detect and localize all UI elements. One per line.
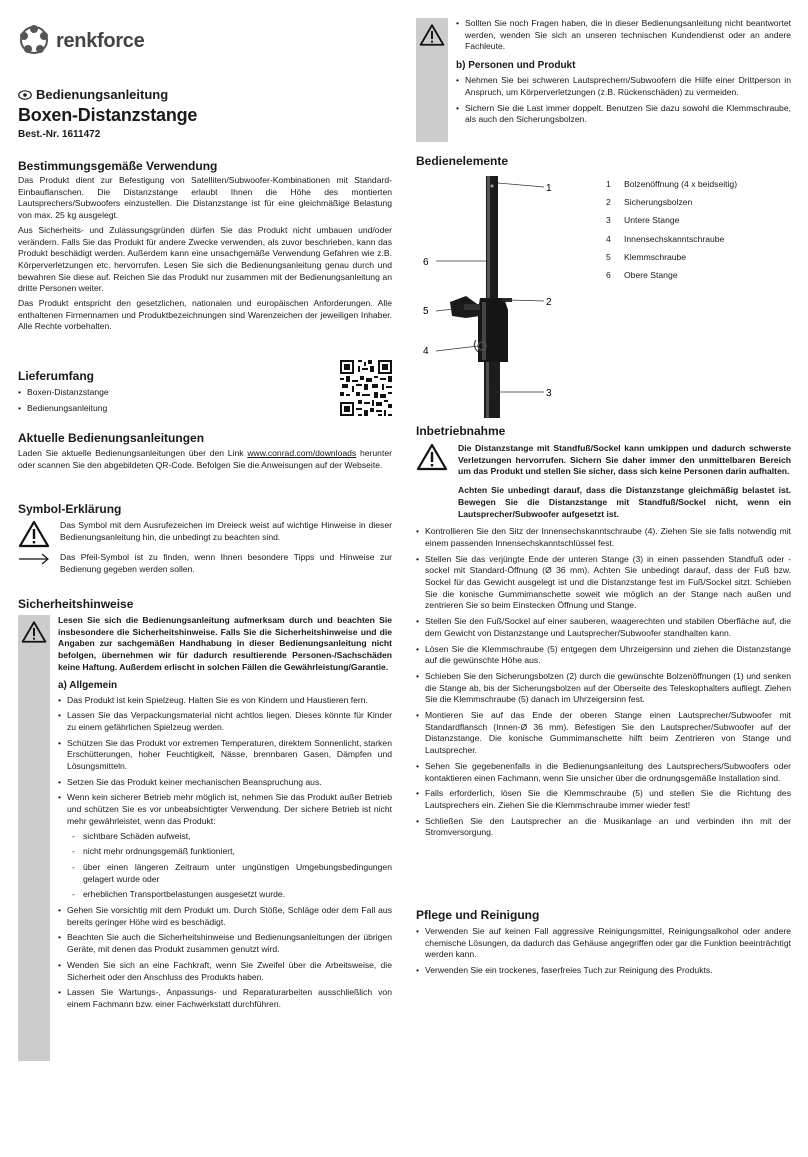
- callout-2: 2: [546, 297, 552, 308]
- legend-item: [606, 270, 791, 282]
- list-item: • Setzen Sie das Produkt keiner mechanischen Beanspruchung aus.: [58, 777, 392, 789]
- list-item: • Schützen Sie das Produkt vor extremen Temperaturen, direktem Sonnenlicht, starken Erschütterungen, hoher Feuchtigkeit, Nässe, brennbaren Gasen, Dämpfen und Lösungsmitteln.: [58, 738, 392, 773]
- list-item: • Sehen Sie gegebenenfalls in die Bedienungsanleitung des Lautsprechers/Subwoofers oder kontaktieren einen Fachmann, wenn Sie unsicher über die ordnungsgemäße Installation sind.: [416, 761, 791, 784]
- general-subtitle: a) Allgemein: [58, 679, 118, 691]
- warning-icon: [419, 23, 445, 47]
- warning-icon: [18, 520, 50, 548]
- list-item: • Sichern Sie die Last immer doppelt. Benutzen Sie dazu sowohl die Klemmschraube, als auch den Sicherungsbolzen.: [456, 103, 791, 126]
- current-manuals-title: Aktuelle Bedienungsanleitungen: [18, 431, 205, 445]
- legend-num: 2: [606, 197, 611, 208]
- legend-item: [606, 234, 791, 246]
- list-item: • Lassen Sie das Verpackungsmaterial nicht achtlos liegen. Dieses könnte für Kinder zu einem gefährlichen Spielzeug werden.: [58, 710, 392, 733]
- callout-4: 4: [423, 346, 429, 357]
- list-item: • Sollten Sie noch Fragen haben, die in dieser Bedienungsanleitung nicht beantwortet werden, wenden Sie sich an unseren technischen Kundendienst oder an andere Fachleute.: [456, 18, 791, 53]
- legend-num: 3: [606, 215, 611, 226]
- operation-title: Inbetriebnahme: [416, 424, 506, 438]
- brand-name: renkforce: [56, 30, 145, 52]
- eye-icon: [18, 90, 32, 100]
- list-item: • Bedienungsanleitung: [18, 403, 318, 415]
- intended-use-p3: Das Produkt entspricht den gesetzlichen, nationalen und europäischen Anforderungen. Alle enthaltenen Firmennamen und Produktbezeichnungen sind Warenzeichen der jeweiligen Inhaber. Alle Rechte vorbehalten.: [18, 298, 392, 332]
- bolt-hole: [490, 184, 493, 187]
- list-item: - nicht mehr ordnungsgemäß funktioniert,: [67, 846, 392, 858]
- operation-warning-1: Die Distanzstange mit Standfuß/Sockel kann umkippen und dadurch schwerste Verletzungen hervorrufen. Sichern Sie daher immer den unmittelbaren Bereich um das Produkt und stellen Sie sicher, dass sich keine Personen darin aufhalten.: [458, 443, 791, 477]
- legend-item: [606, 197, 791, 209]
- persons-subtitle: b) Personen und Produkt: [456, 60, 576, 72]
- section-symbols: [18, 502, 392, 575]
- safety-warning-bar: [416, 18, 448, 142]
- list-item: • Stellen Sie das verjüngte Ende der unteren Stange (3) in einen passenden Standfuß oder -sockel mit Standard-Öffnung (Ø 36 mm). Achten Sie unbedingt darauf, dass der Fuß bzw. Sockel für das Gewicht ausgelegt ist und die Distanzstange fest im Fuß/Sockel sitzt. Schieben Sie die konische Gummimanschette soweit wie möglich an der Stange nach außen und zentrieren Sie so beim Einstecken Öffnung und Stange.: [416, 554, 791, 613]
- section-intended-use: [18, 159, 392, 333]
- legend-item: [606, 215, 791, 227]
- product-title: Boxen-Distanzstange: [18, 105, 198, 125]
- list-item: • Schieben Sie den Sicherungsbolzen (2) durch die gewünschte Bolzenöffnungen (1) und senken die Stange ab, bis der Sicherungsbolzen auf der Oberseite des Teleskophalters aufliegt. Ziehen Sie die Klemmschraube (5) danach im Uhrzeigersinn fest.: [416, 671, 791, 706]
- legend-label: Obere Stange: [624, 270, 678, 281]
- intended-use-p2: Aus Sicherheits- und Zulassungsgründen dürfen Sie das Produkt nicht umbauen und/oder verändern. Falls Sie das Produkt für andere Zwecke verwenden, als zuvor beschrieben, kann das Produkt beschädigt werden. Außerdem kann eine unsachgemäße Verwendung Gefahren wie z.B. Körperverletzungen etc. hervorrufen. Lesen Sie sich die Bedienungsanleitung genau durch und bewahren Sie diese auf. Reichen Sie das Produkt nur zusammen mit der Bedienungsanleitung an dritte Personen weiter.: [18, 224, 392, 294]
- legend-num: 6: [606, 270, 611, 281]
- qr-code[interactable]: [340, 360, 392, 416]
- list-item: [58, 792, 392, 901]
- list-item: • Beachten Sie auch die Sicherheitshinweise und Bedienungsanleitungen der übrigen Geräte, mit denen das Produkt zusammen genutzt wird.: [58, 932, 392, 955]
- safety-intro: Lesen Sie sich die Bedienungsanleitung aufmerksam durch und beachten Sie insbesondere die Sicherheitshinweise. Falls Sie die Sicherheitshinweise und die Angaben zur sachgemäßen Handhabung in dieser Bedienungsanleitung nicht befolgen, übernehmen wir für dadurch resultierende Personen-/Sachschäden keine Haftung. Außerdem erlischt in solchen Fällen die Gewährleistung/Garantie.: [58, 615, 392, 672]
- renkforce-logo-icon: [18, 24, 50, 56]
- safety-continued: [416, 18, 791, 142]
- controls-title: Bedienelemente: [416, 154, 509, 168]
- legend-label: Sicherungsbolzen: [624, 197, 693, 208]
- legend-item: [606, 179, 791, 191]
- warning-icon: [416, 443, 448, 471]
- care-title: Pflege und Reinigung: [416, 908, 540, 922]
- list-item: • Gehen Sie vorsichtig mit dem Produkt um. Durch Stöße, Schläge oder dem Fall aus bereits geringer Höhe wird es beschädigt.: [58, 905, 392, 928]
- intended-use-p1: Das Produkt dient zur Befestigung von Satelliten/Subwoofer-Kombinationen mit Standard-Einbauflanschen. Die Distanzstange erlaubt Ihnen die Höhe des montierten Lautsprechers/Subwoofers einzustellen. Die Distanzstange ist für eine gleichmäßige Belastung von max. 25 kg ausgelegt.: [18, 175, 392, 221]
- brand-logo: [18, 24, 218, 58]
- legend-num: 5: [606, 251, 611, 262]
- delivery-title: Lieferumfang: [18, 369, 95, 383]
- list-item: • Das Produkt ist kein Spielzeug. Halten Sie es von Kindern und Haustieren fern.: [58, 695, 392, 707]
- list-item: - über einen längeren Zeitraum unter ungünstigen Umgebungsbedingungen gelagert wurde oder: [67, 862, 392, 885]
- list-item: • Montieren Sie auf das Ende der oberen Stange einen Lautsprecher/Subwoofer mit Standardflansch (Innen-Ø 36 mm). Befestigen Sie den Lautsprecher/Subwoofer auf der Distanzstange. Die konische Gummimanschette hilft beim Zentrieren von Stange und Lautsprecher.: [416, 710, 791, 757]
- list-item: • Kontrollieren Sie den Sitz der Innensechskanntschraube (4). Ziehen Sie sie falls notwendig mit einem passenden Innensechskanntschlüssel fest.: [416, 526, 791, 549]
- list-item: • Lassen Sie Wartungs-, Anpassungs- und Reparaturarbeiten ausschließlich von einem Fachmann bzw. einer Fachwerkstatt durchführen.: [58, 987, 392, 1010]
- callout-5: 5: [423, 306, 429, 317]
- safety-title: Sicherheitshinweise: [18, 597, 134, 611]
- callout-3: 3: [546, 388, 552, 399]
- downloads-link[interactable]: www.conrad.com/downloads: [247, 448, 357, 458]
- legend-num: 4: [606, 233, 611, 244]
- list-item: • Falls erforderlich, lösen Sie die Klemmschraube (5) und stellen Sie die Richtung des Lautsprechers ein. Ziehen Sie die Klemmschraube immer wieder fest!: [416, 788, 791, 811]
- list-item: • Verwenden Sie auf keinen Fall aggressive Reinigungsmittel, Reinigungsalkohol oder andere chemische Lösungen, da dadurch das Gehäuse angegriffen oder gar die Funktion beeinträchtigt werden kann.: [416, 926, 791, 961]
- list-item: • Stellen Sie den Fuß/Sockel auf einer sauberen, waagerechten und stabilen Oberfläche auf, die dem Gewicht von Distanzstange und Lautsprecher/Subwoofer standhalten kann.: [416, 616, 791, 639]
- callout-6: 6: [423, 257, 429, 268]
- current-manuals-text: [18, 448, 392, 471]
- arrow-right-icon: [18, 552, 50, 566]
- legend-label: Untere Stange: [624, 215, 680, 226]
- callout-1: 1: [546, 183, 552, 194]
- controls-legend: [606, 179, 791, 288]
- list-item: - erheblichen Transportbelastungen ausgesetzt wurde.: [67, 889, 392, 901]
- warning-icon: [21, 620, 47, 644]
- manual-label: Bedienungsanleitung: [36, 87, 169, 102]
- list-item: • Verwenden Sie ein trockenes, faserfreies Tuch zur Reinigung des Produkts.: [416, 965, 791, 977]
- current-manuals-text-a: Laden Sie aktuelle Bedienungsanleitungen über den Link: [18, 448, 248, 458]
- document-header: [18, 87, 392, 140]
- warning-symbol-text: Das Symbol mit dem Ausrufezeichen im Dreieck weist auf wichtige Hinweise in dieser Bedienungsanleitung hin, die unbedingt zu beachten sind.: [60, 520, 392, 542]
- list-item: • Nehmen Sie bei schweren Lautsprechern/Subwoofern die Hilfe einer Drittperson in Anspruch, um Körperverletzungen (z.B. Rückenschäden) zu vermeiden.: [456, 75, 791, 98]
- list-item: • Schließen Sie den Lautsprecher an die Musikanlage an und verbinden ihn mit der Stromversorgung.: [416, 816, 791, 839]
- list-item: - sichtbare Schäden aufweist,: [67, 831, 392, 843]
- intended-use-title: Bestimmungsgemäße Verwendung: [18, 159, 218, 173]
- legend-item: [606, 252, 791, 264]
- legend-num: 1: [606, 179, 611, 189]
- product-diagram: [416, 170, 576, 418]
- section-safety: [18, 597, 392, 1061]
- section-operation: [416, 424, 791, 843]
- legend-label: Bolzenöffnung (4 x beidseitig): [624, 179, 738, 189]
- list-item-text: Wenn kein sicherer Betrieb mehr möglich ist, nehmen Sie das Produkt außer Betrieb und schützen Sie es vor unbeabsichtigter Verwendung. Der sichere Betrieb ist nicht mehr gewährleistet, wenn das Produkt:: [67, 792, 392, 826]
- legend-label: Klemmschraube: [624, 251, 687, 262]
- legend-label: Innensechskanntschraube: [624, 233, 725, 244]
- safety-warning-bar: [18, 615, 50, 1061]
- section-delivery: [18, 369, 318, 418]
- current-manuals-text-b: herunter oder scannen Sie den abgebildeten QR-Code. Befolgen Sie die Anweisungen auf der Webseite.: [18, 448, 392, 470]
- order-number: Best.-Nr. 1611472: [18, 129, 101, 140]
- symbols-title: Symbol-Erklärung: [18, 502, 122, 516]
- list-item: • Lösen Sie die Klemmschraube (5) entgegen dem Uhrzeigersinn und ziehen die Distanzstange auf die gewünschte Höhe aus.: [416, 644, 791, 667]
- operation-warning-2: Achten Sie unbedingt darauf, dass die Distanzstange gleichmäßig belastet ist. Bewegen Sie die Distanzstange mit Standfuß/Sockel nicht, wenn ein Lautsprecher/Subwoofer aufgesetzt ist.: [458, 485, 791, 519]
- list-item: • Boxen-Distanzstange: [18, 387, 318, 399]
- arrow-symbol-text: Das Pfeil-Symbol ist zu finden, wenn Ihnen besondere Tipps und Hinweise zur Bedienung gegeben werden sollen.: [60, 552, 392, 574]
- section-current-manuals: [18, 431, 392, 471]
- list-item: • Wenden Sie sich an eine Fachkraft, wenn Sie Zweifel über die Arbeitsweise, die Sicherheit oder den Anschluss des Produkts haben.: [58, 960, 392, 983]
- section-care: [416, 908, 791, 981]
